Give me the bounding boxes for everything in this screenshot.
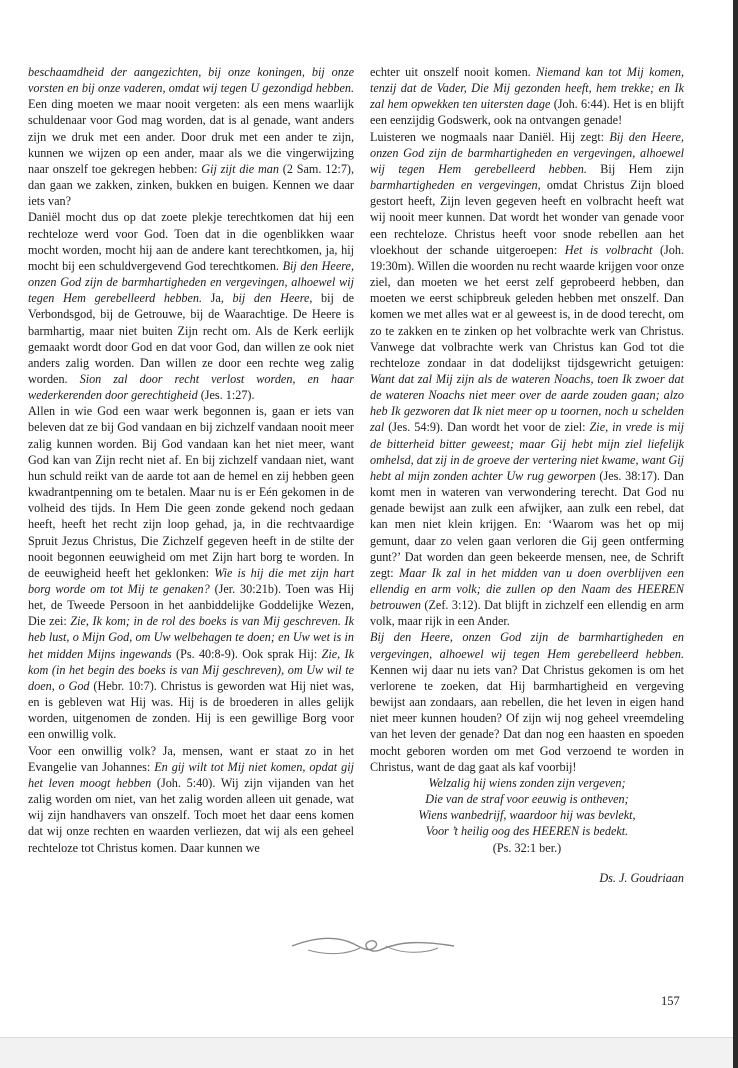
left_column-segment: Wie is hij die met zijn hart borg worde om tot Mij te genaken? <box>28 565 354 596</box>
right-column-text <box>370 64 684 775</box>
right_column-segment: Luisteren we nogmaals naar Daniël. Hij zegt: <box>370 129 610 144</box>
left_column-segment: (Jer. 30:21b). Toen was Hij het, de Tweede Persoon in het aanbiddelijke Goddelijke Wezen, Die zei: <box>28 582 354 629</box>
left_column-segment: Allen in wie God een waar werk begonnen is, gaan er iets van beleven dat ze bij God vandaan en bij zichzelf vandaan nooit meer zalig kunnen worden. Bij God vandaan kan het niet meer, want God kan van Zijn recht niet af. En bij zichzelf vandaan niet, want hun schuld reikt van de aarde tot aan de hemel en zij hebben geen kwadrantpenning om te betalen. Maar nu is er Eén gekomen in de volheid des tijds. In Hem Die geen zonde gekend noch gedaan heeft, heeft het recht zijn loop gehad, ja, in die rechtvaardige Spruit Jezus Christus, Die Zichzelf gegeven heeft in de stilte der nooit begonnen eeuwigheid om met Zijn hart borg te worden. In de eeuwigheid heeft het geklonken: <box>28 404 354 580</box>
right_column-segment: omdat Christus Zijn bloed gestort heeft, Zijn leven gegeven heeft en volbracht heeft wat wij nooit meer kunnen. Dat wordt het wonder van genade voor een rechteloze. Christus heeft voor snode rebellen aan het vloekhout der schande uitgeroepen: <box>370 178 685 257</box>
left_column-segment: bij den Heere, <box>232 291 313 306</box>
left_column-segment: (2 Sam. 12:7), dan gaan we zakken, zinken, bukken en buigen. Kennen we daar iets van? <box>28 161 355 209</box>
left-column <box>28 64 354 856</box>
right_column-segment: Niemand kan tot Mij komen, tenzij dat de Vader, Die Mij gezonden heeft, hem trekke; en Ik zal hem opwekken ten uitersten dage <box>370 65 684 112</box>
page-number: 157 <box>661 994 680 1008</box>
left_column-segment: (Ps. 40:8-9). Ook sprak Hij: <box>171 646 322 661</box>
right_column-segment: Want dat zal Mij zijn als de wateren Noachs, toen Ik zwoer dat de wateren Noachs niet meer over de aarde zouden gaan; alzo heb Ik gezworen dat Ik niet meer op u toornen, noch u schelden zal <box>370 371 684 435</box>
right_column-segment: barmhartigheden en vergevingen, <box>370 178 541 193</box>
psalm-line: Die van de straf voor eeuwig is ontheven; <box>425 792 629 807</box>
right_column-segment: echter uit onszelf nooit komen. <box>370 65 537 79</box>
left_column-segment: Bij den Heere, onzen God zijn de barmhartigheden en vergevingen, alhoewel wij tegen Hem gerebelleerd hebben. <box>28 258 354 306</box>
left_column-segment: beschaamdheid der aangezichten, bij onze koningen, bij onze vorsten en bij onze vaderen, omdat wij tegen U gezondigd hebben. <box>28 65 354 96</box>
left_column-segment: Sion zal door recht verlost worden, en haar wederkerenden door gerechtigheid <box>28 371 354 403</box>
right_column-segment: (Zef. 3:12). Dat blijft in zichzelf een ellendig en arm volk, maar rijk in een Ander. <box>370 598 684 629</box>
right_column-segment: Maar Ik zal in het midden van u doen overblijven een ellendig en arm volk; die zullen op den Naam des HEEREN betrouwen <box>370 565 684 613</box>
right_column-segment: Bij Hem zijn <box>586 161 684 176</box>
right_column-segment: Bij den Heere, onzen God zijn de barmhartigheden en vergevingen, alhoewel wij tegen Hem gerebelleerd hebben. <box>370 129 684 176</box>
right_column-segment: (Jes. 54:9). Dan wordt het voor de ziel: <box>384 420 590 435</box>
left_column-segment: Zie, Ik kom; in de rol des boeks is van Mij geschreven. Ik heb lust, o Mijn God, om Uw welbehagen te doen; en Uw wet is in het midden Mijns ingewands <box>28 614 354 661</box>
right_column-segment: (Joh. 19:30m). Willen die woorden nu recht waarde krijgen voor onze ziel, dan moeten we het eerst zelf geprobeerd hebben, dan moeten we eerst schipbreuk geleden hebben met onszelf. Dan komen we met alles wat er al geweest is, in de dood terecht, om zo te zakken en te zinken op het volbrachte werk van Christus. Vanwege dat volbrachte werk van Christus kan God tot die rechteloze zondaar in dat dodelijkst tijdsgewricht getuigen: <box>370 242 684 370</box>
right_column-segment: (Jes. 38:17). Dan komt men in wateren van verwondering terecht. Dat God nu genade bewijst aan zulk een afwijker, aan zulk een rebel, dat kan men niet klein krijgen. En: ‘Waarom was het op mij gemunt, daar zo velen gaan verloren die Gij geen ontferming gunt?’ Dat worden dan geen bekeerde mensen, nee, de Schrift zegt: <box>370 468 684 580</box>
psalm-line: Voor ’t heilig oog des HEEREN is bedekt. <box>425 824 629 839</box>
left_column-segment: Voor een onwillig volk? Ja, mensen, want er staat zo in het Evangelie van Johannes: <box>28 743 354 774</box>
right_column-segment: Het is volbracht <box>564 242 653 257</box>
psalm-line: Wiens wanbedrijf, waardoor hij was bevlekt, <box>418 808 636 823</box>
page-edge <box>733 0 738 1068</box>
psalm-line: Welzalig hij wiens zonden zijn vergeven; <box>428 775 626 790</box>
psalm-verse <box>370 775 684 856</box>
left_column-segment: (Joh. 5:40). Wij zijn vijanden van het zalig worden om niet, van het zalig worden alleen uit genade, wat wij zijn handhavers van onszelf. Toch moet het daar eens komen dat wij onze rechten en waarden verliezen, dat wij als een geheel rechteloze tot Christus komen. Daar kunnen we <box>28 775 354 855</box>
psalm-reference: (Ps. 32:1 ber.) <box>492 840 562 855</box>
flourish-ornament <box>288 932 458 960</box>
left_column-segment: Gij zijt die man <box>201 161 279 176</box>
right_column-segment: Bij den Heere, onzen God zijn de barmhartigheden en vergevingen, alhoewel wij tegen Hem gerebelleerd hebben. <box>370 630 684 661</box>
left-column-text <box>28 64 354 856</box>
right_column-segment: Zie, in vrede is mij de bitterheid bitter geweest; maar Gij hebt mijn ziel liefelijk omhelsd, dat zij in de groeve der vertering niet kwame, want Gij hebt al mijn zonden achter Uw rug geworpen <box>370 420 684 483</box>
right-column <box>370 64 684 886</box>
left_column-segment: Een ding moeten we maar nooit vergeten: als een mens waarlijk schuldenaar voor God mag worden, dat is al genade, want anders zijn we druk met een ander. Door druk met een ander te zijn, kunnen we wijzen op een ander, maar als we die vingerwijzing naar onszelf toe gekregen hebben: <box>28 97 354 176</box>
author-signature: Ds. J. Goudriaan <box>599 870 684 885</box>
left_column-segment: Ja, <box>202 291 233 306</box>
left_column-segment: Daniël mocht dus op dat zoete plekje terechtkomen dat hij een rechteloze werd voor God. Toen dat in die ogenblikken waar mocht worden, mocht hij aan de andere kant terechtkomen, ja, hij mocht bij een schuldvergevend God terechtkomen. <box>28 210 354 273</box>
right_column-segment: Kennen wij daar nu iets van? Dat Christus gekomen is om het verlorene te zoeken, dat Hij barmhartigheid en vergeving bewijst aan zondaars, aan rebellen, die het leven in eigen hand niet meer kunnen houden? Of zijn wij nog geheel vreemdeling van het leven der genade? Dat dan nog een haasten en spoeden mocht geboren worden om met God verzoend te worden in Christus, want de dag gaat als kaf voorbij! <box>370 662 684 774</box>
left_column-segment: (Jes. 1:27). <box>197 388 255 403</box>
left_column-segment: En gij wilt tot Mij niet komen, opdat gij het leven moogt hebben <box>28 759 354 790</box>
left_column-segment: Zie, Ik kom (in het begin des boeks is van Mij geschreven), om Uw wil te doen, o God <box>28 646 354 693</box>
scan-bottom-band <box>0 1037 733 1068</box>
left_column-segment: (Hebr. 10:7). Christus is geworden wat Hij niet was, en is gebleven wat Hij was. Hij is de broederen in alles gelijk worden, uitgenomen de zonden. Hij is een gewillige Borg voor een onwillig volk. <box>28 678 354 742</box>
right_column-segment: (Joh. 6:44). Het is en blijft een eenzijdig Godswerk, ook na ontvangen genade! <box>370 97 684 128</box>
left_column-segment: bij de Verbondsgod, bij de Getrouwe, bij de Waarachtige. De Heere is barmhartig, maar niet buiten Zijn recht om. Als de Kerk eerlijk gemaakt wordt door God en dat voor God, dan willen ze ook niet anders zalig worden. Dan willen ze door een rechte weg zalig worden. <box>28 291 354 386</box>
